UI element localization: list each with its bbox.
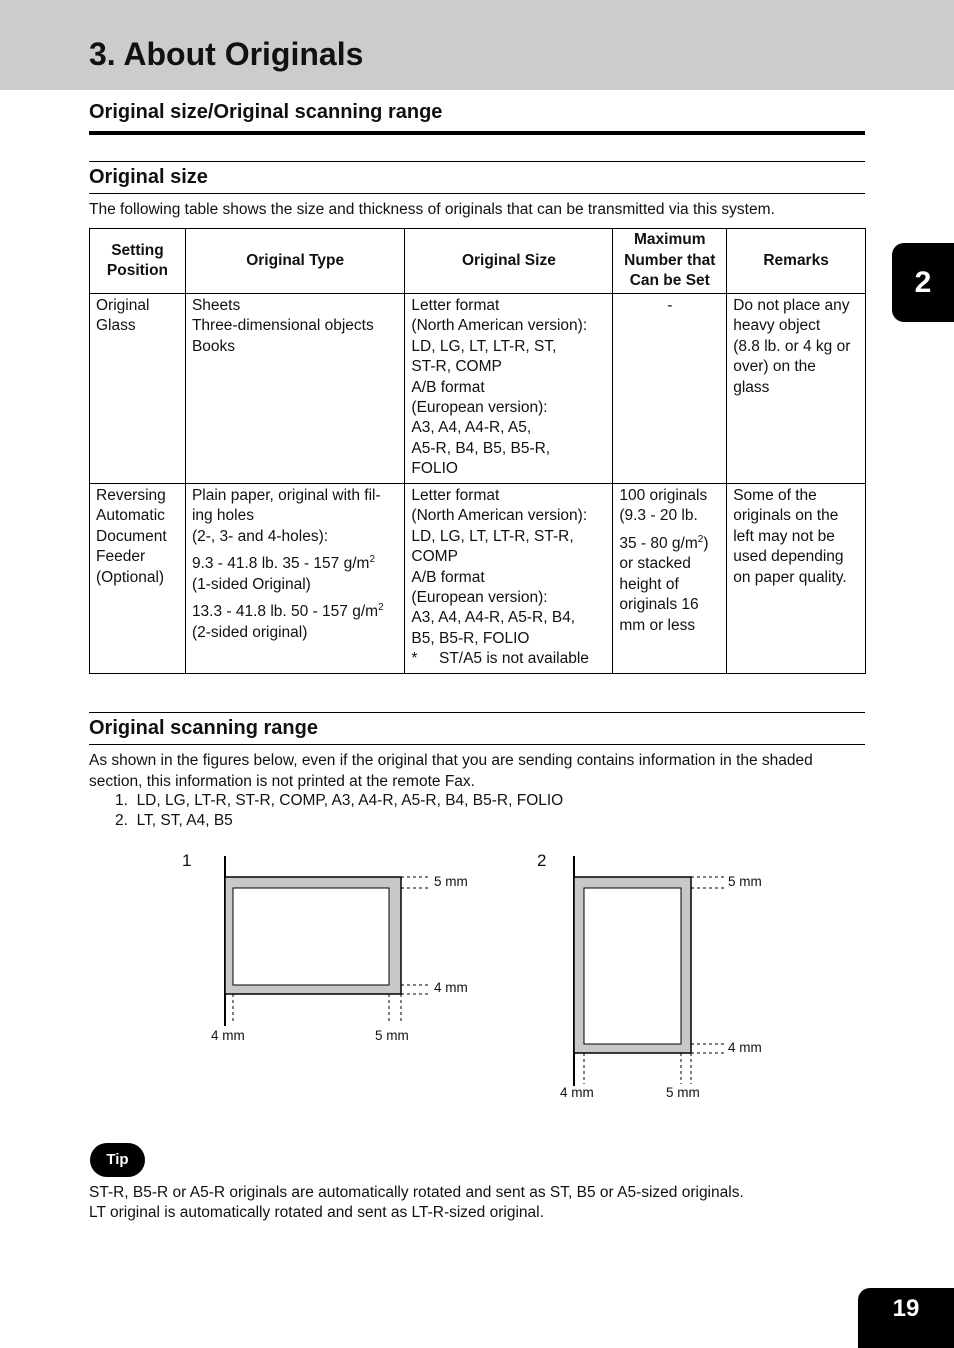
figure-2-right-margin: 4 mm (728, 1040, 762, 1055)
header-original-size: Original Size (405, 229, 613, 294)
original-size-intro: The following table shows the size and thickness of originals that can be transmitted via this system. (89, 201, 775, 218)
figure-1-dimension-lines (233, 877, 430, 1024)
row2-original-type: Plain paper, original with fil- ing holes (2-, 3- and 4-holes): 9.3 - 41.8 lb. 35 - 157 $g/m^2$ (1-sided Original) 13.3 - 41.8 lb. 50 - 157 $g/m^2$ (2-sided original) (185, 484, 404, 674)
row1-max-number: - (613, 294, 727, 484)
page-number: 19 (858, 1288, 954, 1348)
header-setting-position: Setting Position (90, 229, 186, 294)
scanning-range-intro-line1: As shown in the figures below, even if the original that you are sending contains information in the shaded (89, 752, 813, 769)
figure-2-right-bottom-margin: 5 mm (666, 1085, 700, 1100)
figure-1 (182, 851, 468, 1043)
section-rule (89, 131, 865, 135)
tip-badge: Tip (90, 1143, 145, 1177)
table-header-row (90, 229, 866, 294)
table-row (90, 484, 866, 674)
original-size-table (89, 228, 866, 674)
section-title: Original size/Original scanning range (89, 101, 443, 123)
figure-2-left-bottom-margin: 4 mm (560, 1085, 594, 1100)
row1-remarks: Do not place any heavy object (8.8 lb. or 4 kg or over) on the glass (727, 294, 866, 484)
figure-1-label: 1 (182, 851, 192, 870)
figure-2-shaded-margin (574, 877, 691, 1053)
row2-remarks: Some of the originals on the left may not be used depending on paper quality. (727, 484, 866, 674)
figure-1-shaded-margin (225, 877, 401, 994)
row1-setting-position: Original Glass (90, 294, 186, 484)
list-item: 1. LD, LG, LT-R, ST-R, COMP, A3, A4-R, A5-R, B4, B5-R, FOLIO (115, 792, 564, 809)
figure-2-printable-area (584, 888, 681, 1044)
original-size-heading: Original size (89, 166, 208, 188)
header-original-type: Original Type (185, 229, 404, 294)
original-size-heading-block (89, 161, 865, 194)
scanning-range-heading: Original scanning range (89, 717, 318, 739)
figure-1-right-bottom-margin: 5 mm (375, 1028, 409, 1043)
row2-original-size: Letter format (North American version): LD, LG, LT, LT-R, ST-R, COMP A/B format (European version): A3, A4, A4-R, A5-R, B4, B5, B5-R, FOLIO * ST/A5 is not available (405, 484, 613, 674)
row1-original-size: Letter format (North American version): LD, LG, LT, LT-R, ST, ST-R, COMP A/B format (European version): A3, A4, A4-R, A5, A5-R, B4, B5, B5-R, FOLIO (405, 294, 613, 484)
figure-1-top-margin: 5 mm (434, 874, 468, 889)
figure-2-top-margin: 5 mm (728, 874, 762, 889)
chapter-title: 3. About Originals (89, 36, 364, 72)
figure-2 (537, 851, 762, 1100)
tip-line-2: LT original is automatically rotated and sent as LT-R-sized original. (89, 1204, 544, 1221)
row1-original-type: Sheets Three-dimensional objects Books (185, 294, 404, 484)
figure-1-left-bottom-margin: 4 mm (211, 1028, 245, 1043)
figure-1-right-margin: 4 mm (434, 980, 468, 995)
header-max-number: Maximum Number that Can be Set (613, 229, 727, 294)
scanning-range-intro-line2: section, this information is not printed at the remote Fax. (89, 773, 475, 790)
row2-setting-position: Reversing Automatic Document Feeder (Optional) (90, 484, 186, 674)
tip-line-1: ST-R, B5-R or A5-R originals are automatically rotated and sent as ST, B5 or A5-sized originals. (89, 1184, 744, 1201)
figure-2-dimension-lines (584, 877, 724, 1084)
figure-2-label: 2 (537, 851, 547, 870)
header-remarks: Remarks (727, 229, 866, 294)
figure-1-printable-area (233, 888, 389, 985)
chapter-tab[interactable]: 2 (892, 243, 954, 322)
scanning-range-heading-block (89, 712, 865, 745)
row2-max-number: 100 originals (9.3 - 20 lb. 35 - 80 $g/m^2$) or stacked height of originals 16 mm or less (613, 484, 727, 674)
list-item: 2. LT, ST, A4, B5 (115, 812, 233, 829)
table-row (90, 294, 866, 484)
